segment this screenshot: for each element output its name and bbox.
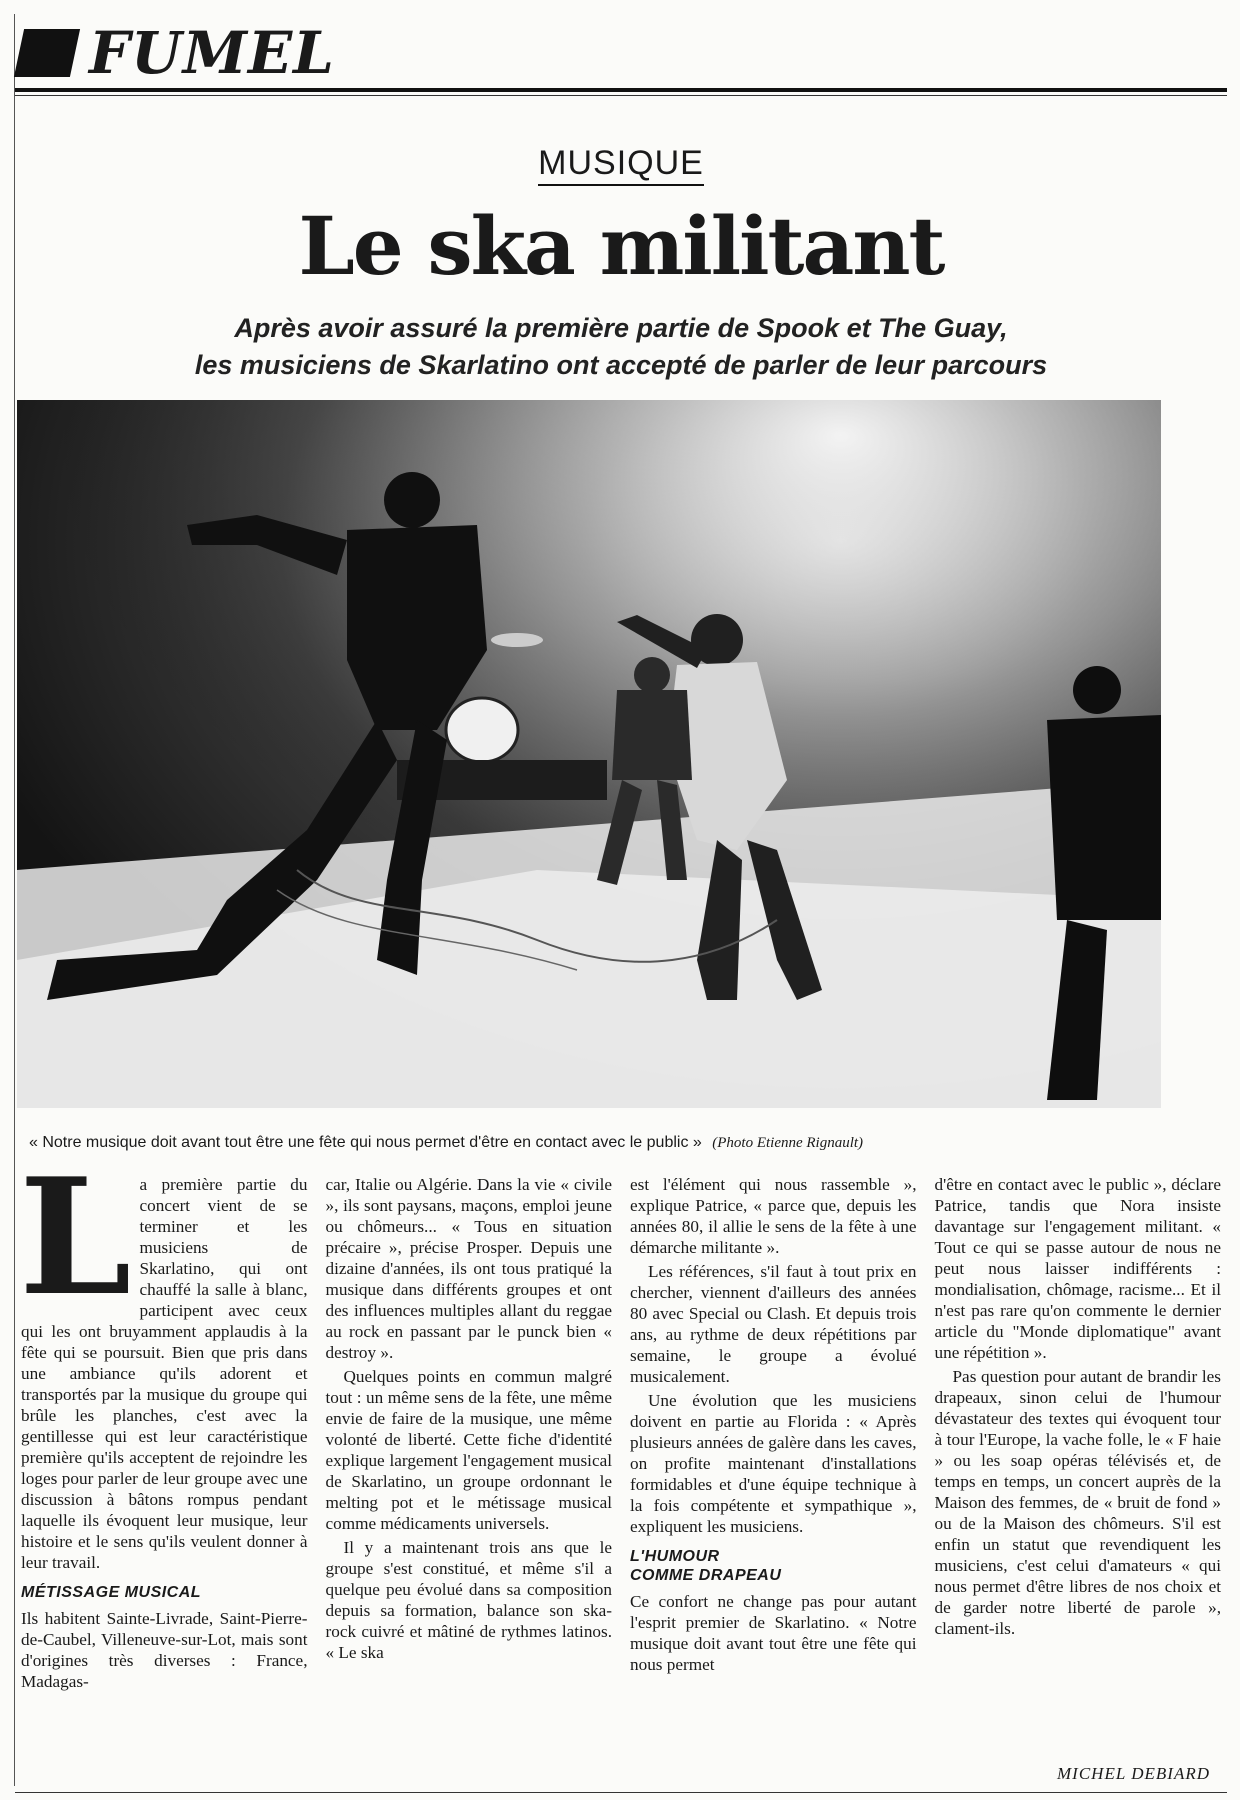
- author-signature: MICHEL DEBIARD: [1057, 1764, 1210, 1783]
- subhead-line-2: COMME DRAPEAU: [630, 1567, 782, 1584]
- paragraph: Ils habitent Sainte-Livrade, Saint-Pierre-de-Caubel, Villeneuve-sur-Lot, mais sont d'origines très diverses : France, Madagas-: [21, 1609, 308, 1691]
- photo-caption: [29, 1134, 1219, 1152]
- deck-line-2: les musiciens de Skarlatino ont accepté de parler de leur parcours: [194, 350, 1048, 380]
- column-2: [326, 1174, 613, 1762]
- subhead-line-1: L'HUMOUR: [630, 1548, 720, 1565]
- article-deck: [15, 310, 1227, 384]
- newspaper-page: [14, 14, 1226, 1786]
- rubric-black-block: [14, 29, 80, 77]
- header-rule-thin: [15, 95, 1227, 96]
- subhead-metissage: MÉTISSAGE MUSICAL: [21, 1584, 202, 1601]
- section-title: FUMEL: [89, 19, 335, 87]
- paragraph: Ce confort ne change pas pour autant l'esprit premier de Skarlatino. « Notre musique doit avant tout être une fête qui nous permet: [630, 1592, 917, 1674]
- column-1: [19, 1143, 308, 1762]
- article-headline: Le ska militant: [298, 199, 944, 293]
- deck-line-1: Après avoir assuré la première partie de Spook et The Guay,: [234, 313, 1008, 343]
- paragraph: Une évolution que les musiciens doivent en partie au Florida : « Après plusieurs années de galère dans les caves, on profite maintenant d'installations formidables et d'une équipe technique à la fois compétente et sympathique », expliquent les musiciens.: [630, 1391, 917, 1536]
- article-kicker: [15, 144, 1227, 183]
- paragraph: Il y a maintenant trois ans que le groupe s'est constitué, et même s'il a quelque peu évolué dans sa composition depuis sa formation, balance son ska-rock cuivré et mâtiné de rythmes latinos. « Le ska: [325, 1538, 612, 1662]
- paragraph: a première partie du concert vient de se terminer et les musiciens de Skarlatino, qui ont chauffé la salle à blanc, participent avec ceux qui les ont bruyamment applaudis à la fête qui se poursuit. Bien que pris dans une ambiance qu'ils adorent et transportés par la musique du groupe qui brûle les planches, c'est avec la gentillesse qui est leur caractéristique première qu'ils acceptent de rejoindre les loges pour parler de leur groupe avec une discussion à bâtons rompus pendant laquelle ils évoquent leur musique, leur histoire et le sens qu'ils veulent donner à leur travail.: [21, 1175, 308, 1572]
- concert-photo-illustration: [17, 400, 1161, 1108]
- kicker-text: MUSIQUE: [538, 144, 704, 186]
- paragraph: Pas question pour autant de brandir les drapeaux, sinon celui de l'humour dévastateur des textes qui évoquent tour à tour l'Europe, la vache folle, le « F haie » ou les soap opéras télévisés et, de temps en temps, un concert auprès de la Maison des femmes, de « bruit de fond » ou de la Maison des chômeurs. S'il est enfin un statut que revendiquent les musiciens, c'est celui d'amateurs « qui nous permet d'être libres de nos choix et de garder notre liberté de parole », clament-ils.: [934, 1367, 1221, 1638]
- caption-text: « Notre musique doit avant tout être une fête qui nous permet d'être en contact avec le public »: [29, 1134, 702, 1151]
- subhead-humour: [630, 1547, 917, 1585]
- concert-photo: [17, 400, 1161, 1108]
- paragraph: Les références, s'il faut à tout prix en chercher, viennent d'ailleurs des années 80 avec Special ou Clash. Et depuis trois ans, au rythme de deux répétitions par semaine, le groupe a évolué musicalement.: [630, 1262, 917, 1386]
- header-rule-thick: [15, 88, 1227, 92]
- drop-cap: L: [19, 1143, 132, 1331]
- paragraph: Quelques points en commun malgré tout : un même sens de la fête, une même envie de faire de la musique, une même volonté de liberté. Cette fiche d'identité explique largement l'engagement musical de Skarlatino, un groupe ordonnant le melting pot et le métissage musical comme médicaments universels.: [325, 1367, 612, 1533]
- paragraph: est l'élément qui nous rassemble », explique Patrice, « parce que, depuis les années 80, il allie le sens de la fête à une démarche militante ».: [630, 1175, 917, 1257]
- footer-rule: [15, 1792, 1227, 1793]
- column-4: [935, 1174, 1222, 1762]
- paragraph: d'être en contact avec le public », déclare Patrice, tandis que Nora insiste davantage sur l'engagement militant. « Tout ce qui se passe autour de nous ne peut nous laisser indifférents : mondialisation, chômage, racisme... Et il n'est pas rare qu'on commente le dernier article du "Monde diplomatique" avant une répétition ».: [934, 1175, 1221, 1362]
- column-3: [630, 1174, 917, 1762]
- section-rubric: [19, 19, 335, 87]
- photo-credit: (Photo Etienne Rignault): [712, 1135, 864, 1151]
- paragraph: car, Italie ou Algérie. Dans la vie « civile », ils sont paysans, maçons, emploi jeune ou chômeurs... « Tous en situation précaire », précise Prosper. Depuis une dizaine d'années, ils ont tous pratiqué la musique dans différents groupes et ont des influences multiples allant du reggae au rock en passant par le punck bien « destroy ».: [325, 1175, 612, 1362]
